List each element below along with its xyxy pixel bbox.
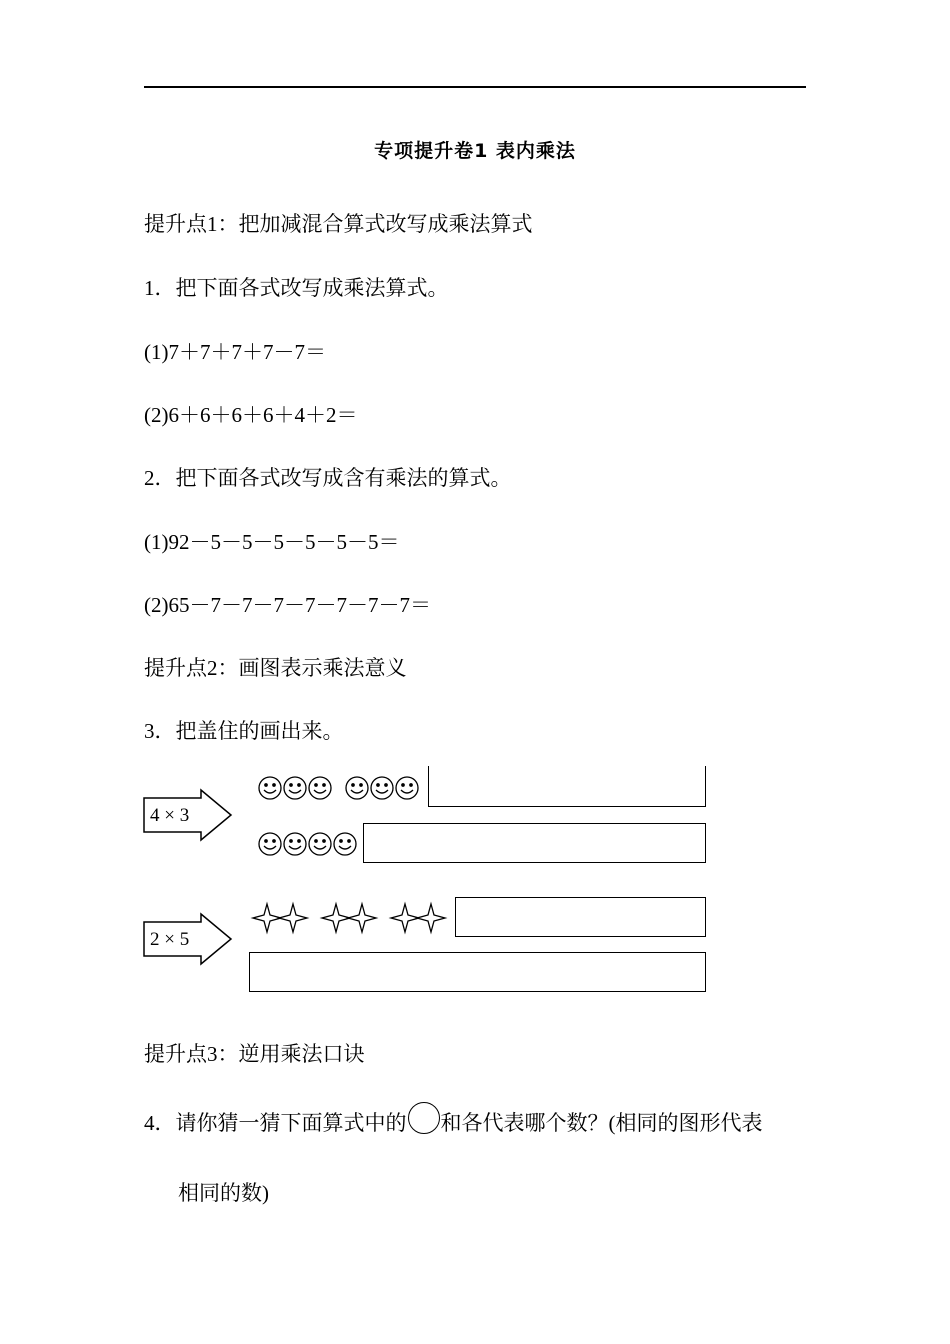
question-1-item-1: (1)7＋7＋7＋7－7＝: [144, 340, 326, 364]
question-2-item-2: (2)65－7－7－7－7－7－7－7＝: [144, 593, 431, 617]
question-1-text: 1．把下面各式改写成乘法算式。: [144, 276, 449, 300]
star-row: [250, 902, 450, 934]
smiley-face-icon: [346, 777, 368, 799]
smiley-face-icon: [309, 777, 331, 799]
circle-shape-icon: [408, 1102, 440, 1134]
question-4-line-2: 相同的数): [178, 1181, 269, 1205]
section-3-heading: 提升点3：逆用乘法口诀: [144, 1042, 365, 1066]
question-4-part-2: 和各代表哪个数？(相同的图形代表: [440, 1111, 763, 1135]
smiley-face-icon: [334, 833, 356, 855]
smiley-face-icon: [309, 833, 331, 855]
question-4-part-1: 4．请你猜一猜下面算式中的: [144, 1111, 407, 1135]
four-point-star-icon: [417, 904, 445, 932]
face-row-bottom: [257, 829, 367, 859]
cover-box-1: [428, 766, 706, 807]
question-2-text: 2．把下面各式改写成含有乘法的算式。: [144, 466, 512, 490]
cover-box-3: [455, 897, 706, 937]
question-2-item-1: (1)92－5－5－5－5－5－5＝: [144, 530, 400, 554]
question-3-text: 3．把盖住的画出来。: [144, 719, 344, 743]
smiley-face-icon: [259, 777, 281, 799]
question-1-item-2: (2)6＋6＋6＋6＋4＋2＝: [144, 403, 358, 427]
smiley-face-icon: [396, 777, 418, 799]
header-rule: [144, 86, 806, 88]
cover-box-4: [249, 952, 706, 992]
page-title: 专项提升卷1 表内乘法: [374, 140, 576, 162]
smiley-face-icon: [259, 833, 281, 855]
four-point-star-icon: [348, 904, 376, 932]
section-1-heading: 提升点1：把加减混合算式改写成乘法算式: [144, 212, 533, 236]
expr-2x5-label: 2 × 5: [150, 929, 190, 950]
cover-box-2: [363, 823, 706, 863]
face-row-top: [257, 773, 427, 803]
smiley-face-icon: [284, 833, 306, 855]
four-point-star-icon: [279, 904, 307, 932]
question-4-line-1: [144, 1102, 763, 1137]
section-2-heading: 提升点2：画图表示乘法意义: [144, 656, 407, 680]
expr-4x3-label: 4 × 3: [150, 805, 190, 826]
smiley-face-icon: [371, 777, 393, 799]
smiley-face-icon: [284, 777, 306, 799]
